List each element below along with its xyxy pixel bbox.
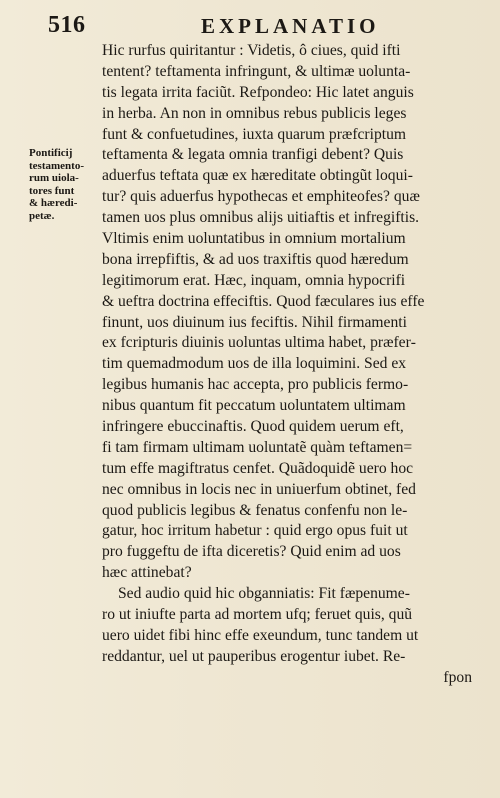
marginal-note-line: Pontificij — [29, 147, 73, 159]
text-line: Sed audio quid hic obganniatis: Fit fæpenume‐ — [118, 585, 410, 603]
text-line: ex fcripturis diuinis uoluntas ultima habet, præfer‐ — [102, 334, 416, 352]
text-line: gatur, hoc irritum habetur : quid ergo opus fuit ut — [102, 522, 408, 540]
text-line: tentent? teftamenta infringunt, & ultimæ uolunta‐ — [102, 62, 411, 80]
text-line: tis legata irrita faciũt. Refpondeo: Hic latet anguis — [102, 83, 414, 101]
page-header — [0, 12, 500, 38]
marginal-note-line: petæ. — [29, 209, 55, 222]
text-line: legibus humanis hac accepta, pro publicis fermo‐ — [102, 376, 409, 394]
text-line: funt & confuetudines, iuxta quarum præfcriptum — [102, 125, 407, 143]
text-line: tim quemadmodum uos de illa loquimini. Sed ex — [102, 355, 407, 373]
text-line: tum effe magiftratus cenfet. Quãdoquidẽ uero hoc — [102, 459, 414, 477]
text-line: nec omnibus in locis nec in uniuerfum obtinet, fed — [102, 480, 416, 498]
text-line: infringere ebuccinaftis. Quod quidem uerum eft, — [102, 418, 404, 436]
text-line: aduerfus teftata quæ ex hæreditate obtingũt loqui‐ — [102, 167, 413, 185]
marginal-note-line: tores funt — [29, 184, 75, 197]
catchword: fpon — [443, 668, 472, 686]
text-line: fi tam firmam ultimam uoluntatẽ quàm teftamen= — [102, 438, 413, 456]
text-line: legitimorum erat. Hæc, inquam, omnia hypocrifi — [102, 271, 406, 289]
text-line: bona irrepfiftis, & ad uos traxiftis quod hæredum — [102, 250, 409, 268]
text-line: uero uidet fibi hinc effe exeundum, tunc tandem ut — [102, 626, 419, 644]
text-line: tur? quis aduerfus hypothecas et emphiteofes? quæ — [102, 188, 420, 206]
text-line: & ueftra doctrina effeciftis. Quod fæculares ius effe — [102, 292, 425, 310]
text-line: hæc attinebat? — [102, 564, 192, 582]
text-line: ro ut iniufte parta ad mortem ufq; feruet quis, quũ — [102, 606, 413, 624]
text-line: teftamenta & legata omnia tranfigi debent? Quis — [102, 146, 404, 164]
running-title: EXPLANATIO — [201, 14, 380, 38]
text-line: tamen uos plus omnibus alijs uitiaftis et infregiftis. — [102, 209, 420, 227]
text-line: Vltimis enim uoluntatibus in omnium mortalium — [102, 230, 406, 248]
marginal-note-line: rum uiola‐ — [29, 172, 79, 185]
text-line: Hic rurfus quiritantur : Videtis, ô ciues, quid ifti — [102, 42, 401, 59]
text-line: quod publicis legibus & fenatus confenfu non le‐ — [102, 501, 408, 519]
body-text — [102, 41, 472, 689]
text-line: reddantur, uel ut pauperibus erogentur iubet. Re‐ — [102, 647, 406, 665]
marginal-note-line: & hæredi‐ — [29, 197, 78, 210]
text-line: nibus quantum fit peccatum uoluntatem ultimam — [102, 397, 406, 415]
marginal-note — [29, 147, 99, 223]
page-number: 516 — [48, 12, 86, 38]
text-line: finunt, uos diuinum ius feciftis. Nihil firmamenti — [102, 313, 407, 331]
marginal-note-line: testamento‐ — [29, 159, 84, 172]
text-line: in herba. An non in omnibus rebus publicis leges — [102, 104, 407, 122]
text-line: pro fuggeftu de ifta diceretis? Quid enim ad uos — [102, 543, 401, 561]
